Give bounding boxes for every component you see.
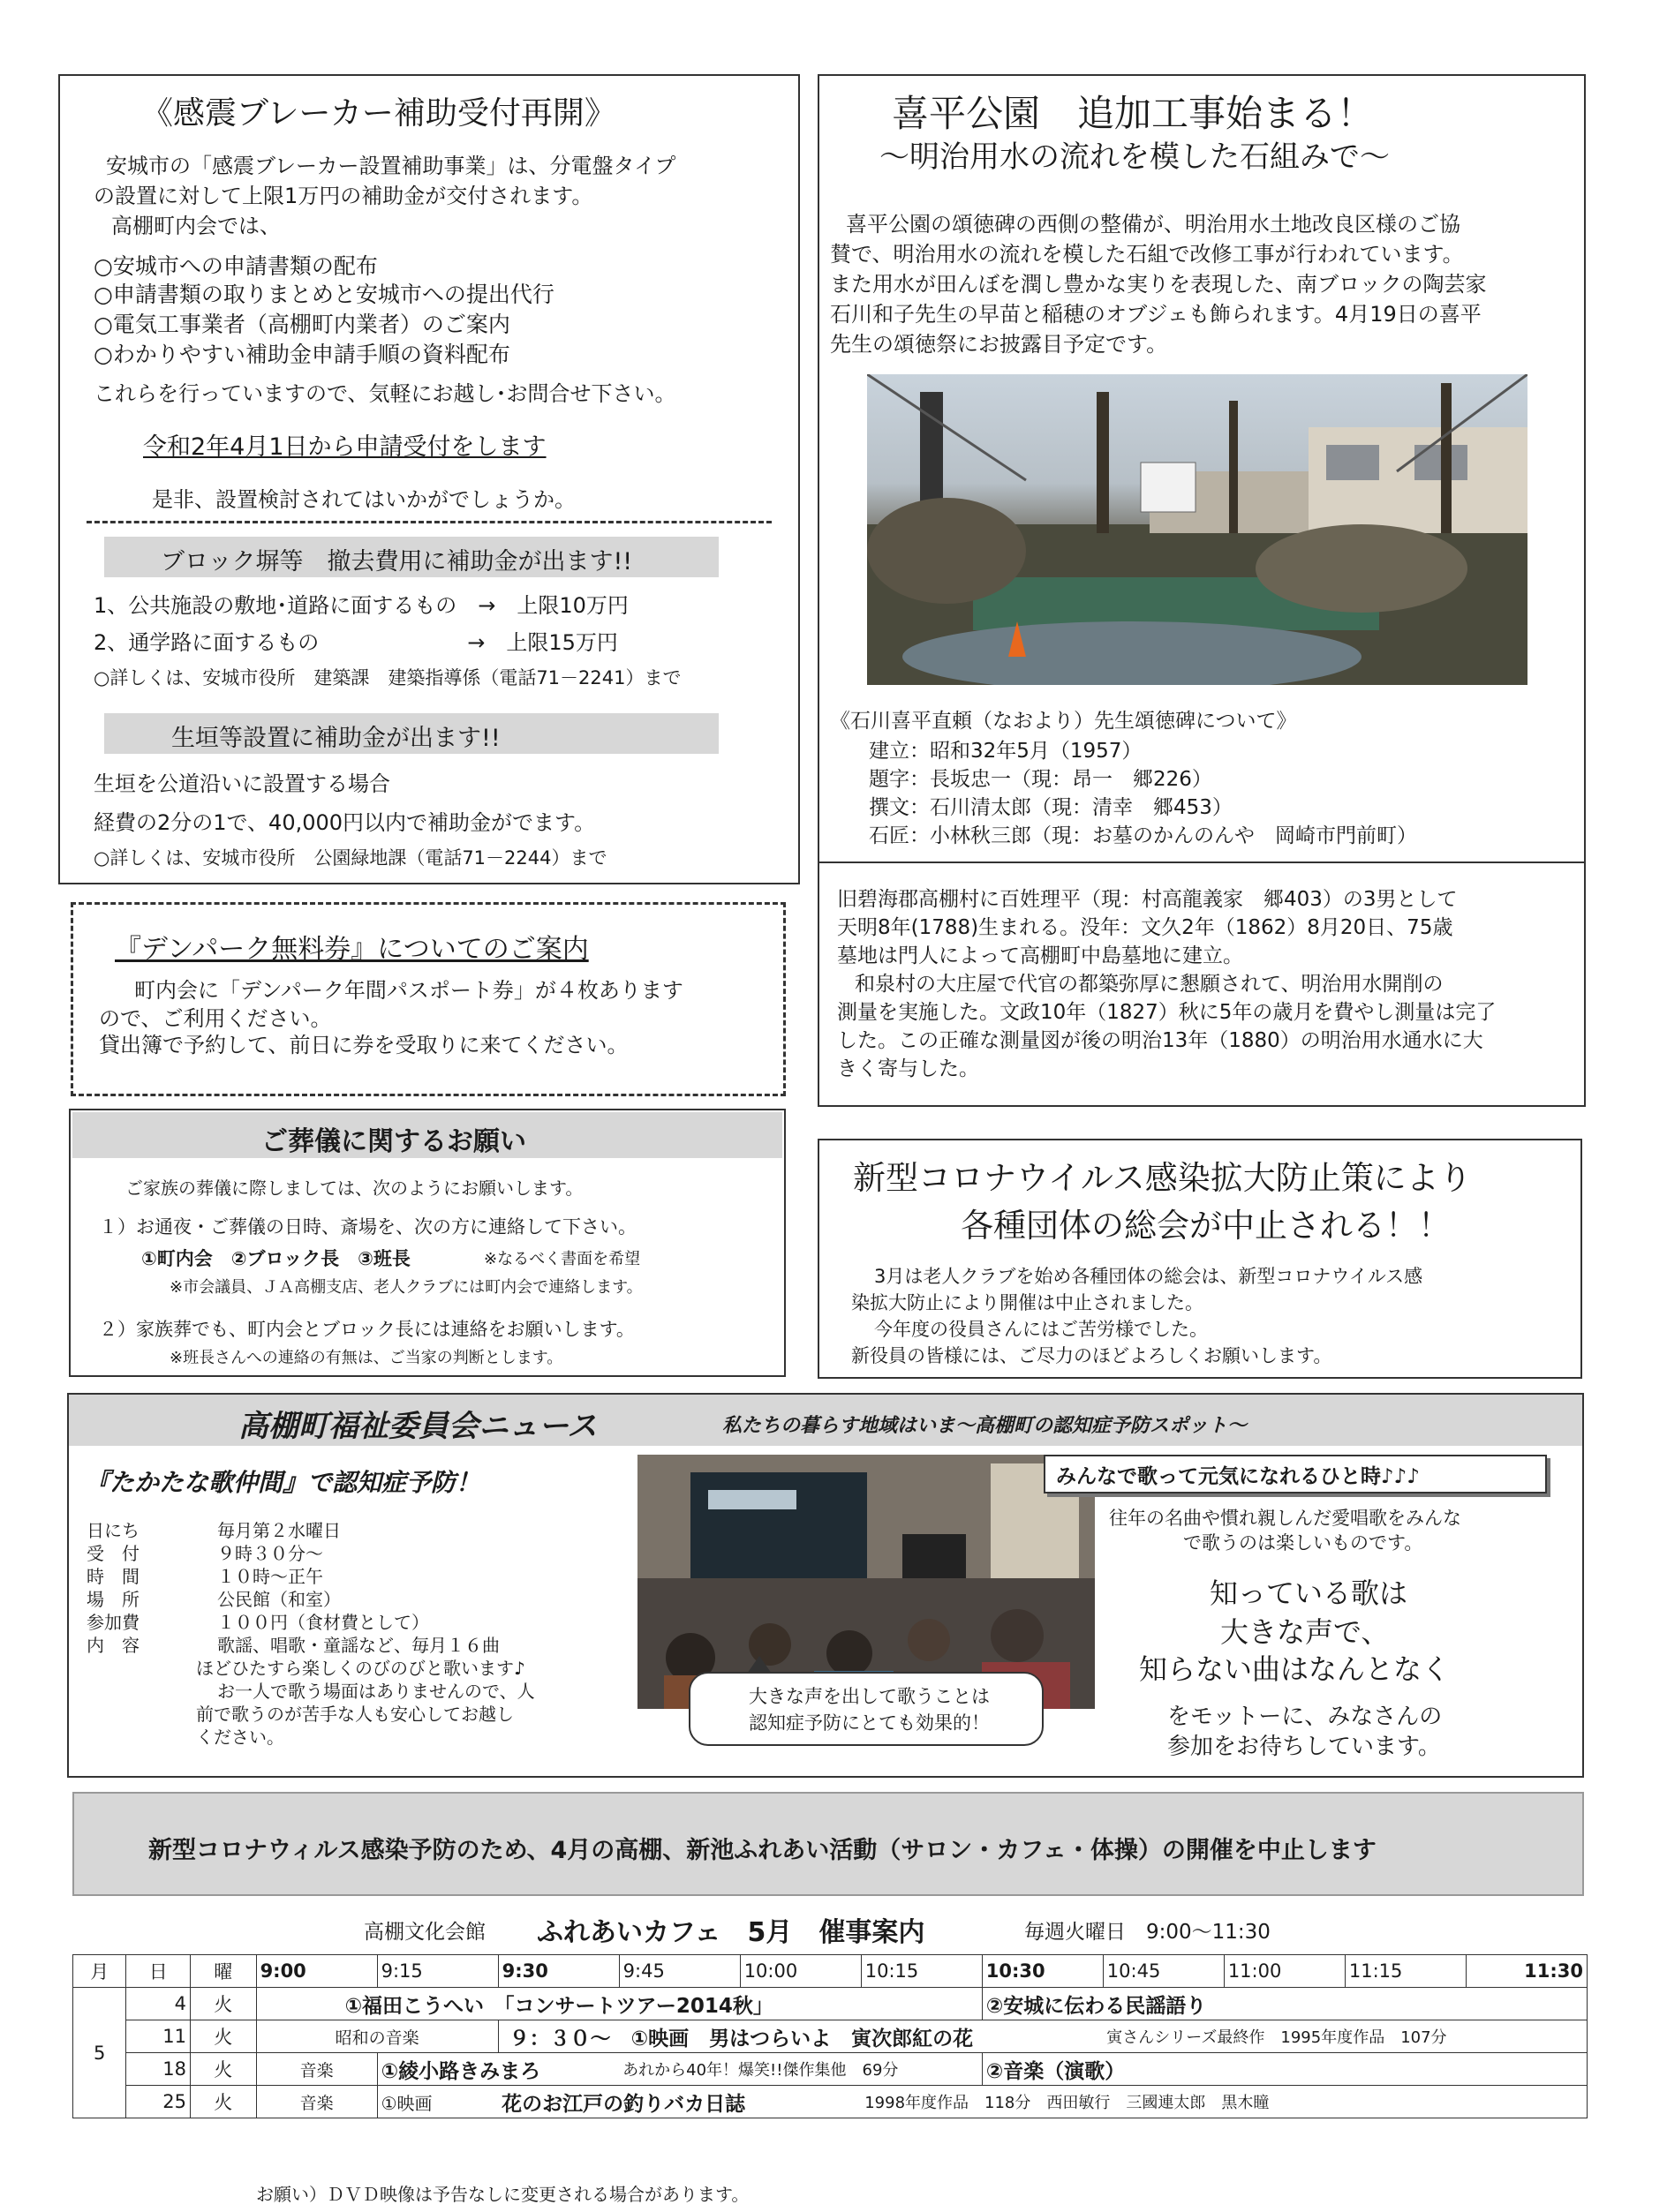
cafe-program: ①綾小路きみまろ [377,2053,619,2086]
cafe-header-time: 10:45 [1103,1955,1224,1988]
cafe-schedule: 毎週火曜日 9:00～11:30 [1024,1921,1271,1944]
welfare-bubble-line-2: 認知症予防にとても効果的！ [749,1712,990,1734]
monument-line-2: 題字：長坂忠一（現：昂一 郷226） [869,768,1212,791]
park-photo [867,374,1527,685]
cafe-day: 4 [126,1988,191,2020]
welfare-motto-1: 知っている歌は [1210,1576,1408,1610]
corona-body-2: 染拡大防止により開催は中止されました。 [851,1292,1203,1313]
breaker-closing: これらを行っていますので、気軽にお越し･お問合せ下さい。 [94,381,676,406]
block-wall-line-1: 1、公共施設の敷地･道路に面するもの → 上限10万円 [94,593,629,618]
cafe-header-time: 10:15 [861,1955,982,1988]
cafe-row [73,2020,1588,2053]
cafe-schedule-table [72,1954,1588,2118]
bio-line-3: 墓地は門人によって高棚町中島墓地に建立。 [837,944,1243,967]
welfare-value-3: １０時～正午 [217,1566,323,1587]
welfare-right-1: 往年の名曲や慣れ親しんだ愛唱歌をみんな [1109,1508,1461,1529]
welfare-motto-2: 大きな声で、 [1220,1615,1390,1649]
cafe-month: 5 [73,1988,126,2118]
hedge-title: 生垣等設置に補助金が出ます!! [171,725,501,752]
kihei-body-5: 先生の頌徳祭にお披露目予定です。 [830,332,1168,357]
kihei-subtitle: ～明治用水の流れを模した石組みで～ [879,139,1390,175]
park-photo-illustration [867,374,1527,685]
welfare-bubble-line-1: 大きな声を出して歌うことは [749,1686,990,1707]
funeral-contacts-note: ※なるべく書面を希望 [484,1250,641,1268]
block-wall-title: ブロック塀等 撤去費用に補助金が出ます!! [161,548,633,576]
bio-line-4: 和泉村の大庄屋で代官の都築弥厚に懇願されて、明治用水開削の [855,973,1444,996]
cafe-dow: 火 [191,2086,257,2118]
bio-line-5: 測量を実施した。文政10年（1827）秋に5年の歳月を費やし測量は完了 [837,1001,1497,1024]
bio-line-7: きく寄与した。 [837,1057,979,1080]
breaker-item-4: ○わかりやすい補助金申請手順の資料配布 [94,342,510,367]
funeral-title: ご葬儀に関するお願い [261,1126,526,1157]
welfare-value-1: 毎月第２水曜日 [217,1520,341,1541]
welfare-value-6: 歌謡、唱歌・童謡など、毎月１６曲 [217,1635,500,1656]
cafe-header-time: 10:00 [740,1955,861,1988]
cafe-program: 花のお江戸の釣りバカ日誌 [498,2086,861,2118]
cafe-program-note: 1998年度作品 118分 西田敏行 三國連太郎 黒木瞳 [861,2086,1587,2118]
cafe-program: ②安城に伝わる民謡語り [982,1988,1587,2020]
cafe-header-time: 9:15 [377,1955,498,1988]
corona-title-2: 各種団体の総会が中止される！！ [961,1207,1451,1245]
bio-line-1: 旧碧海郡高棚村に百姓理平（現：村高龍義家 郷403）の3男として [837,888,1458,911]
breaker-suggest: 是非、設置検討されてはいかがでしょうか。 [152,487,576,512]
funeral-item-1: １）お通夜・ご葬儀の日時、斎場を、次の方に連絡して下さい。 [99,1216,637,1238]
welfare-label-5: 参加費 [87,1612,140,1633]
cafe-day: 18 [126,2053,191,2086]
welfare-invite-1: をモットーに、みなさんの [1167,1704,1443,1730]
cafe-footnote: お願い）ＤＶＤ映像は予告なしに変更される場合があります。 [256,2184,750,2205]
kihei-body-1: 喜平公園の頌徳碑の西側の整備が、明治用水土地改良区様のご協 [846,212,1460,237]
cafe-day: 25 [126,2086,191,2118]
welfare-label-3: 時 間 [87,1566,140,1587]
welfare-header: 高棚町福祉委員会ニュース [238,1409,598,1444]
welfare-extra-2: お一人で歌う場面はありませんので、人 [217,1681,535,1702]
cafe-row [73,2086,1588,2118]
cafe-header-dow: 曜 [191,1955,257,1988]
cafe-program: 音楽 [256,2053,377,2086]
welfare-banner-text: みんなで歌って元気になれるひと時♪♪♪ [1056,1465,1421,1488]
hedge-line-1: 生垣を公道沿いに設置する場合 [94,771,390,796]
breaker-title: 《感震ブレーカー補助受付再開》 [141,95,616,132]
cafe-program: ①映画 [377,2086,498,2118]
cafe-program-note: あれから40年！爆笑!!傑作集他 69分 [619,2053,982,2086]
kihei-body-2: 賛で、明治用水の流れを模した石組で改修工事が行われています。 [830,242,1464,267]
cafe-title: ふれあいカフェ 5月 催事案内 [537,1917,925,1948]
breaker-item-2: ○申請書類の取りまとめと安城市への提出代行 [94,282,554,307]
bio-line-2: 天明8年(1788)生まれる。没年：文久2年（1862）8月20日、75歳 [837,916,1453,939]
breaker-intro-2: の設置に対して上限1万円の補助金が交付されます。 [94,184,593,208]
hedge-contact: ○詳しくは、安城市役所 公園緑地課（電話71－2244）まで [94,847,607,869]
monument-line-1: 建立：昭和32年5月（1957） [869,740,1143,763]
denpark-title: 『デンパーク無料券』についてのご案内 [115,934,589,965]
cafe-program: ９：３０～ ①映画 男はつらいよ 寅次郎紅の花 [498,2020,1103,2053]
cafe-program: ①福田こうへい 「コンサートツアー2014秋」 [256,1988,982,2020]
cafe-program: 音楽 [256,2086,377,2118]
cafe-row [73,2053,1588,2086]
cafe-header-time: 11:00 [1224,1955,1345,1988]
block-wall-contact: ○詳しくは、安城市役所 建築課 建築指導係（電話71－2241）まで [94,667,682,688]
denpark-line-3: 貸出簿で予約して、前日に券を受取りに来てください。 [99,1033,629,1057]
breaker-item-1: ○安城市への申請書類の配布 [94,253,378,279]
breaker-intro-1: 安城市の「感震ブレーカー設置補助事業」は、分電盤タイプ [106,154,676,178]
kihei-title: 喜平公園 追加工事始まる！ [892,92,1375,135]
funeral-note-2: ※班長さんへの連絡の有無は、ご当家の判断とします。 [170,1349,563,1367]
cafe-program-note: 寅さんシリーズ最終作 1995年度作品 107分 [1103,2020,1587,2053]
welfare-label-2: 受 付 [87,1543,140,1564]
cafe-header-row [73,1955,1588,1988]
breaker-intro-3: 高棚町内会では、 [111,214,281,238]
singing-photo [637,1455,1095,1709]
funeral-contacts: ①町内会 ②ブロック長 ③班長 [141,1248,411,1269]
welfare-label-4: 場 所 [87,1589,140,1610]
welfare-value-4: 公民館（和室） [217,1589,341,1610]
welfare-extra-4: ください。 [196,1727,284,1748]
cafe-header-time: 9:45 [619,1955,740,1988]
cafe-header-time: 9:00 [256,1955,377,1988]
cafe-dow: 火 [191,2020,257,2053]
monument-divider [818,861,1586,863]
welfare-label-1: 日にち [87,1520,140,1541]
cafe-header-month: 月 [73,1955,126,1988]
kihei-body-4: 石川和子先生の早苗と稲穂のオブジェも飾られます。4月19日の喜平 [830,302,1482,327]
kihei-body-3: また用水が田んぼを潤し豊かな実りを表現した、南ブロックの陶芸家 [830,272,1487,297]
hedge-line-2: 経費の2分の1で、40,000円以内で補助金がでます。 [94,810,596,835]
corona-body-4: 新役員の皆様には、ご尽力のほどよろしくお願いします。 [851,1345,1332,1366]
cafe-header-time: 11:30 [1466,1955,1587,1988]
welfare-value-2: ９時３０分～ [217,1543,323,1564]
cafe-program: 昭和の音楽 [256,2020,498,2053]
cafe-day: 11 [126,2020,191,2053]
welfare-header-sub: 私たちの暮らす地域はいま～高棚町の認知症予防スポット～ [722,1415,1248,1437]
cafe-dow: 火 [191,2053,257,2086]
funeral-note-1: ※市会議員、ＪＡ高棚支店、老人クラブには町内会で連絡します。 [170,1278,643,1297]
corona-title-1: 新型コロナウイルス感染拡大防止策により [853,1159,1472,1197]
welfare-right-2: で歌うのは楽しいものです。 [1183,1532,1423,1554]
monument-line-3: 撰文：石川清太郎（現：清幸 郷453） [869,796,1233,819]
corona-body-3: 今年度の役員さんにはご苦労様でした。 [874,1319,1208,1340]
cancel-notice: 新型コロナウィルス感染予防のため、4月の高棚、新池ふれあい活動（サロン・カフェ・体操）の開催を中止します [148,1837,1377,1864]
welfare-motto-3: 知らない曲はなんとなく [1139,1652,1451,1686]
denpark-line-2: ので、ご利用ください。 [99,1006,332,1031]
bio-line-6: した。この正確な測量図が後の明治13年（1880）の明治用水通水に大 [837,1029,1483,1052]
welfare-extra-3: 前で歌うのが苦手な人も安心してお越し [196,1704,514,1725]
cafe-header-time: 10:30 [982,1955,1103,1988]
welfare-bubble-tail [747,1656,772,1674]
monument-title: 《石川喜平直頼（なおより）先生頌徳碑について》 [830,710,1297,733]
welfare-value-5: １００円（食材費として） [217,1612,429,1633]
breaker-date-notice: 令和2年4月1日から申請受付をします [143,433,547,461]
funeral-intro: ご家族の葬儀に際しましては、次のようにお願いします。 [125,1177,584,1199]
cafe-program: ②音楽（演歌） [982,2053,1587,2086]
funeral-item-2: ２）家族葬でも、町内会とブロック長には連絡をお願いします。 [99,1319,635,1340]
cafe-header-time: 11:15 [1345,1955,1466,1988]
breaker-item-3: ○電気工事業者（高棚町内業者）のご案内 [94,312,510,337]
welfare-label-6: 内 容 [87,1635,140,1656]
monument-line-4: 石匠：小林秋三郎（現：お墓のかんのんや 岡崎市門前町） [869,824,1417,847]
cafe-dow: 火 [191,1988,257,2020]
cafe-venue: 高棚文化会館 [364,1921,486,1944]
welfare-extra-1: ほどひたすら楽しくのびのびと歌います♪ [196,1658,525,1679]
breaker-divider [87,521,772,523]
denpark-line-1: 町内会に「デンパーク年間パスポート券」が４枚あります [134,978,683,1003]
singing-photo-illustration [637,1455,1095,1709]
welfare-title: 『たかたな歌仲間』で認知症予防！ [85,1468,481,1497]
cafe-row [73,1988,1588,2020]
cafe-header-time: 9:30 [498,1955,619,1988]
block-wall-line-2: 2、通学路に面するもの → 上限15万円 [94,630,618,655]
welfare-invite-2: 参加をお待ちしています。 [1167,1734,1441,1760]
cafe-header-day: 日 [126,1955,191,1988]
corona-body-1: 3月は老人クラブを始め各種団体の総会は、新型コロナウイルス感 [874,1266,1423,1287]
